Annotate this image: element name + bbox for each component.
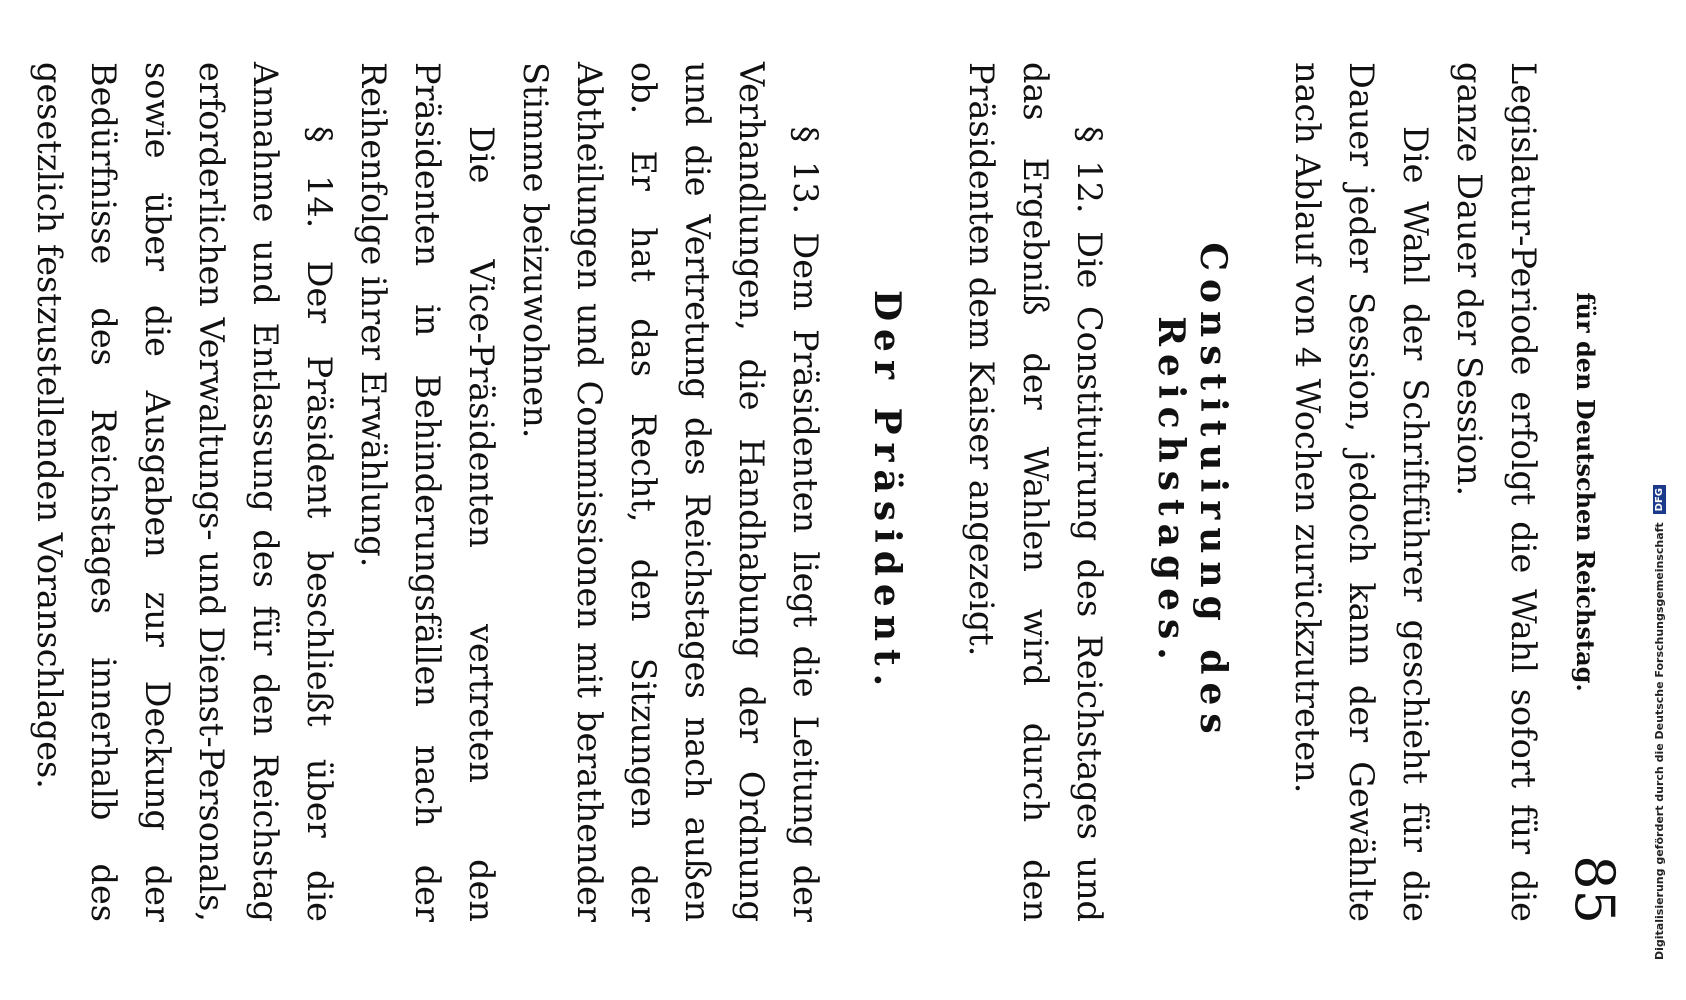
paragraph: § 13. Dem Präsidenten liegt die Leitung der Verhandlungen, die Handhabung der Ordnung und die Vertretung des Reichstages nach außen ob. Er hat das Recht, den Sitzungen der Abtheilungen und Commissionen mit berathender Stimme beizuwohnen.	[516, 62, 825, 922]
funding-note-text: Digitalisierung gefördert durch die Deutsche Forschungsgemeinschaft	[1652, 522, 1666, 960]
paragraph: Die Vice-Präsidenten vertreten den Präsidenten in Behinderungsfällen nach der Reihenfolge ihrer Erwählung.	[354, 62, 501, 922]
dfg-logo: DFG	[1653, 485, 1666, 514]
section-heading: Der Präsident.	[866, 289, 908, 695]
page-content	[0, 62, 1626, 924]
section-heading: Constituirung des Reichstages.	[1150, 242, 1234, 742]
paragraph: § 12. Die Constituirung des Reichstages und das Ergebniß der Wahlen wird durch den Präsidenten dem Kaiser angezeigt.	[962, 62, 1109, 922]
paragraph: Die Wahl der Schriftführer geschieht für die Dauer jeder Session, jedoch kann der Gewählte nach Ablauf von 4 Wochen zurückzutreten.	[1288, 62, 1435, 922]
text-body	[0, 62, 1550, 922]
paragraph: Legislatur-Periode erfolgt die Wahl sofort für die ganze Dauer der Session.	[1450, 62, 1543, 922]
running-head: für den Deutschen Reichstag.	[1571, 292, 1600, 692]
page-header	[1550, 62, 1626, 924]
paragraph: § 14. Der Präsident beschließt über die Annahme und Entlassung des für den Reichstag erforderlichen Verwaltungs- und Dienst-Personals, sowie über die Ausgaben zur Deckung der Bedürfnisse des Reichstages innerhalb des gesetzlich festzustellenden Voranschlages.	[30, 62, 339, 922]
funding-note	[1648, 40, 1670, 960]
page-number: 85	[1563, 855, 1626, 924]
